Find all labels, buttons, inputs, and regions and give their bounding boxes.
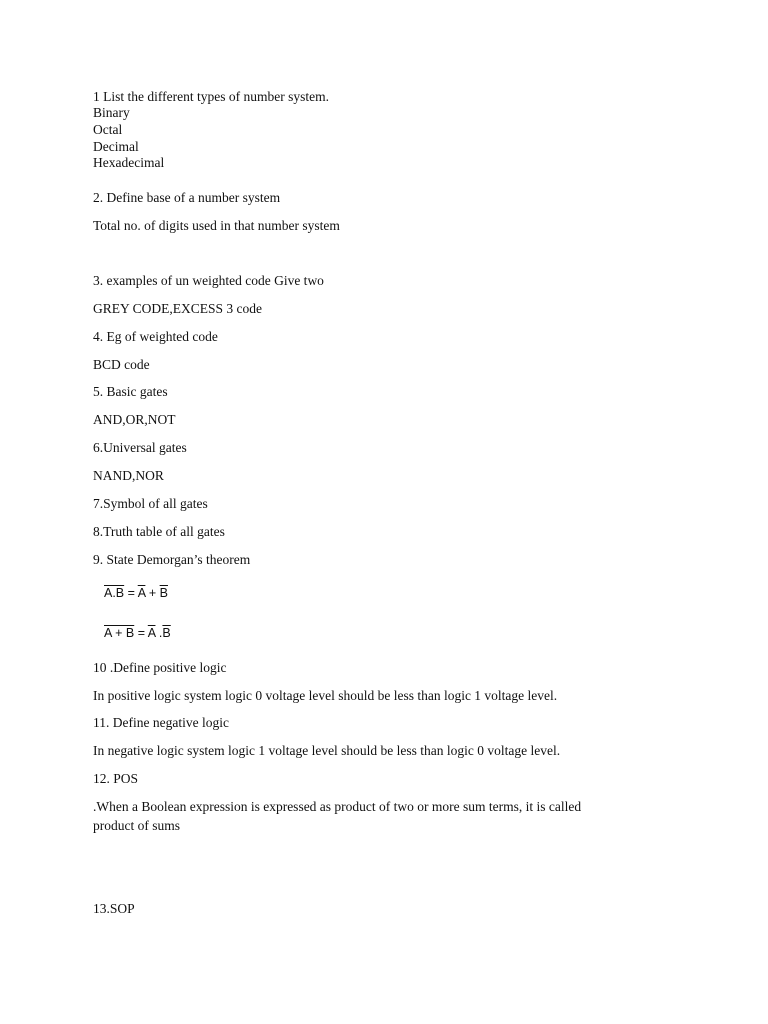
q11-question: 11. Define negative logic <box>93 715 229 730</box>
q13-question: 13.SOP <box>93 901 135 916</box>
demorgan-law-1 <box>104 585 168 601</box>
q5-question: 5. Basic gates <box>93 384 168 399</box>
q6-answer: NAND,NOR <box>93 468 164 483</box>
q7-question: 7.Symbol of all gates <box>93 496 208 511</box>
law1-b-bar: $\overline{B}$ <box>159 586 168 600</box>
q2-answer: Total no. of digits used in that number system <box>93 218 340 233</box>
q8-question: 8.Truth table of all gates <box>93 524 225 539</box>
q6-question: 6.Universal gates <box>93 440 187 455</box>
law1-plus: + <box>145 586 160 600</box>
law2-a-bar: $\overline{A}$ <box>147 626 156 640</box>
q12-answer-line-1: .When a Boolean expression is expressed as product of two or more sum terms, it is called <box>93 799 582 814</box>
q1-answer-binary: Binary <box>93 105 130 120</box>
q1-question: 1 List the different types of number system. <box>93 89 329 104</box>
q4-answer: BCD code <box>93 357 150 372</box>
q5-answer: AND,OR,NOT <box>93 412 176 427</box>
demorgan-law-2 <box>104 625 171 641</box>
q1-answer-hexadecimal: Hexadecimal <box>93 155 165 170</box>
law1-equals: = <box>124 586 138 600</box>
law2-b-bar: $\overline{B}$ <box>162 626 171 640</box>
q11-answer: In negative logic system logic 1 voltage level should be less than logic 0 voltage level. <box>93 743 561 758</box>
q10-question: 10 .Define positive logic <box>93 660 227 675</box>
law2-dot: . <box>155 626 163 640</box>
q12-answer-line-2: product of sums <box>93 818 180 833</box>
q4-question: 4. Eg of weighted code <box>93 329 218 344</box>
q1-answer-decimal: Decimal <box>93 139 139 154</box>
q3-question: 3. examples of un weighted code Give two <box>93 273 324 288</box>
q1-answer-octal: Octal <box>93 122 123 137</box>
q10-answer: In positive logic system logic 0 voltage level should be less than logic 1 voltage level. <box>93 688 558 703</box>
law2-equals: = <box>134 626 148 640</box>
q2-question: 2. Define base of a number system <box>93 190 281 205</box>
law1-a-bar: $\overline{A}$ <box>137 586 146 600</box>
q3-answer: GREY CODE,EXCESS 3 code <box>93 301 262 316</box>
law1-lhs: A.B <box>104 586 125 600</box>
q9-question: 9. State Demorgan’s theorem <box>93 552 251 567</box>
law2-lhs: A + B <box>104 626 135 640</box>
q12-question: 12. POS <box>93 771 139 786</box>
